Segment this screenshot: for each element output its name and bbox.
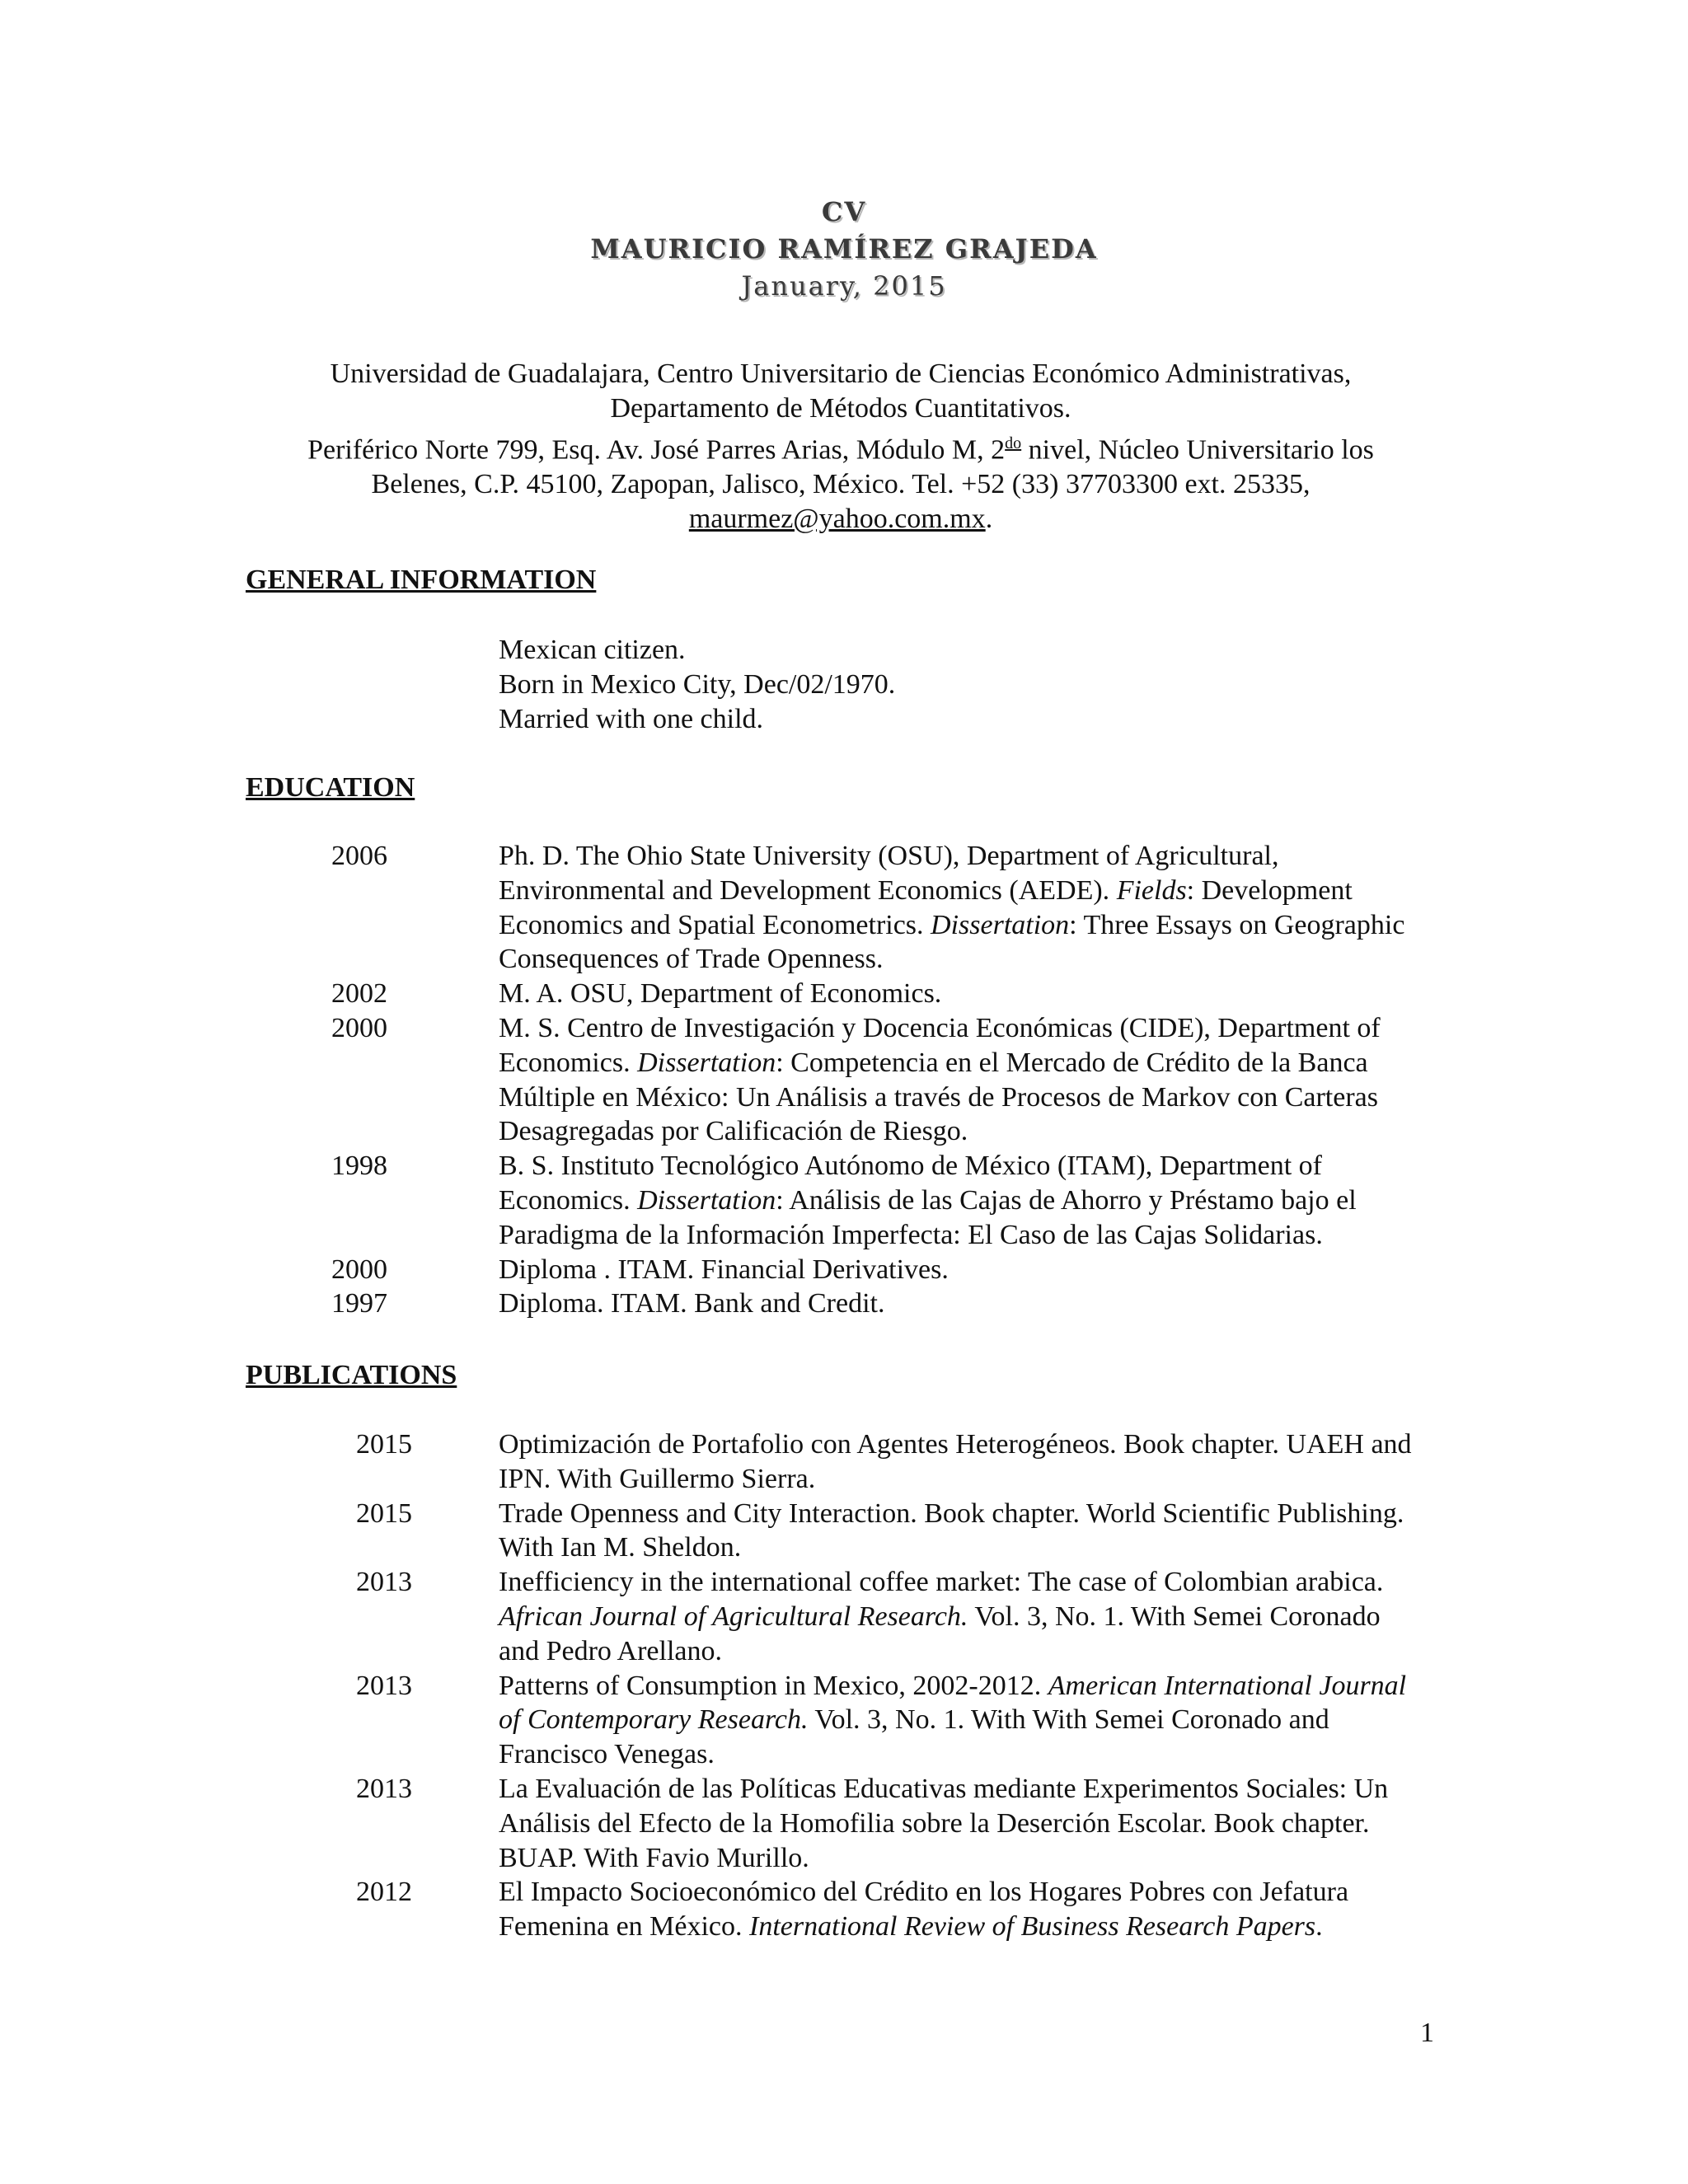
entry-text-italic: American International Journal of Contemporary Research. — [499, 1670, 1407, 1736]
cv-label: CV — [821, 196, 867, 227]
cv-header — [0, 194, 1688, 305]
entry-text-italic: Dissertation — [637, 1184, 776, 1216]
entry-text-segment: : Three Essays on Geographic Consequences of Trade Openness. — [499, 909, 1405, 975]
education-entry — [0, 1011, 1688, 1149]
entry-text-segment: Inefficiency in the international coffee market: The case of Colombian arabica. — [499, 1567, 1384, 1598]
entry-year: 2015 — [356, 1497, 412, 1529]
entry-text-segment: La Evaluación de las Políticas Educativas mediante Experimentos Sociales: Un Análisis del Efecto de la Homofilia sobre la Deserción Escolar. Book chapter. BUAP. With Favio Murillo. — [499, 1773, 1389, 1873]
publications-list — [0, 1427, 1688, 1944]
education-entry — [0, 1149, 1688, 1252]
address-line-4: Belenes, C.P. 45100, Zapopan, Jalisco, México. Tel. +52 (33) 37703300 ext. 25335, — [371, 469, 1311, 500]
education-entry — [0, 839, 1688, 977]
entry-year: 2000 — [331, 1012, 387, 1043]
entry-year: 2012 — [356, 1877, 412, 1908]
entry-text — [499, 1427, 1426, 1497]
education-entry — [0, 1286, 1688, 1321]
email-link[interactable]: maurmez@yahoo.com.mx — [688, 504, 986, 535]
entry-year: 2000 — [331, 1254, 387, 1285]
general-line: Married with one child. — [499, 704, 764, 734]
entry-text-segment: . — [1315, 1911, 1323, 1943]
page-number: 1 — [1420, 2018, 1434, 2048]
entry-text-segment: Vol. 3, No. 1. With With Semei Coronado and Francisco Venegas. — [499, 1704, 1329, 1770]
section-title-publications: PUBLICATIONS — [246, 1360, 457, 1390]
cv-date: January, 2015 — [741, 270, 947, 302]
publications-entry — [0, 1497, 1688, 1566]
entry-text-segment: B. S. Instituto Tecnológico Autónomo de México (ITAM), Department of Economics. — [499, 1151, 1322, 1216]
entry-year: 1998 — [331, 1151, 387, 1182]
entry-text-segment: Diploma. ITAM. Bank and Credit. — [499, 1288, 885, 1319]
entry-text-segment: Trade Openness and City Interaction. Book chapter. World Scientific Publishing. With Ian M. Sheldon. — [499, 1497, 1404, 1563]
entry-text — [499, 1497, 1426, 1566]
entry-text — [499, 1286, 1426, 1321]
entry-year: 2002 — [331, 978, 387, 1010]
education-entry — [0, 1253, 1688, 1287]
entry-text-italic: Dissertation — [931, 909, 1070, 940]
entry-text-segment: Ph. D. The Ohio State University (OSU), Department of Agricultural, Environmental and Development Economics (AEDE). — [499, 841, 1279, 906]
entry-year: 2013 — [356, 1567, 412, 1598]
entry-text — [499, 839, 1426, 977]
entry-text — [499, 1011, 1426, 1149]
entry-text-segment: Diploma . ITAM. Financial Derivatives. — [499, 1254, 949, 1285]
entry-text-italic: Fields — [1116, 874, 1187, 906]
publications-entry — [0, 1772, 1688, 1875]
entry-year: 2013 — [356, 1773, 412, 1804]
entry-text-segment: M. S. Centro de Investigación y Docencia Económicas (CIDE), Department of Economics. — [499, 1012, 1381, 1078]
entry-text — [499, 977, 1426, 1011]
entry-text-segment: Vol. 3, No. 1. With Semei Coronado and Pedro Arellano. — [499, 1601, 1381, 1666]
general-line: Mexican citizen. — [499, 635, 686, 665]
entry-text-segment: : Análisis de las Cajas de Ahorro y Préstamo bajo el Paradigma de la Información Imperfecta: El Caso de las Cajas Solidarias. — [499, 1184, 1357, 1250]
entry-text-italic: African Journal of Agricultural Research. — [499, 1601, 968, 1632]
section-title-education: EDUCATION — [246, 772, 415, 803]
contact-address — [231, 357, 1451, 537]
entry-year: 2006 — [331, 841, 387, 871]
entry-year: 2013 — [356, 1670, 412, 1701]
education-entry — [0, 977, 1688, 1011]
entry-text — [499, 1149, 1426, 1252]
entry-text-segment: Patterns of Consumption in Mexico, 2002-2012. — [499, 1670, 1048, 1701]
ordinal-superscript: do — [1005, 434, 1022, 452]
entry-text-italic: International Review of Business Research Papers — [749, 1911, 1316, 1943]
email-line: maurmez@yahoo.com.mx. — [688, 504, 993, 535]
entry-text-segment: M. A. OSU, Department of Economics. — [499, 978, 942, 1010]
entry-text-segment: : Development Economics and Spatial Econometrics. — [499, 874, 1353, 940]
author-name: MAURICIO RAMÍREZ GRAJEDA — [590, 233, 1098, 265]
address-line-3: Periférico Norte 799, Esq. Av. José Parres Arias, Módulo M, $2^{do}$ nivel, Núcleo Universitario los — [307, 434, 1374, 466]
general-line: Born in Mexico City, Dec/02/1970. — [499, 669, 896, 700]
publications-entry — [0, 1875, 1688, 1944]
publications-entry — [0, 1669, 1688, 1772]
entry-text — [499, 1875, 1426, 1944]
entry-text-segment: : Competencia en el Mercado de Crédito de la Banca Múltiple en México: Un Análisis a través de Procesos de Markov con Carteras Desagregadas por Calificación de Riesgo. — [499, 1047, 1378, 1147]
entry-text — [499, 1253, 1426, 1287]
general-information-list — [499, 633, 895, 737]
entry-text — [499, 1772, 1426, 1875]
entry-year: 1997 — [331, 1288, 387, 1319]
publications-entry — [0, 1565, 1688, 1668]
entry-text-segment: Optimización de Portafolio con Agentes Heterogéneos. Book chapter. UAEH and IPN. With Guillermo Sierra. — [499, 1429, 1412, 1494]
entry-text — [499, 1669, 1426, 1772]
publications-entry — [0, 1427, 1688, 1497]
address-line-1: Universidad de Guadalajara, Centro Universitario de Ciencias Económico Administrativas, — [330, 359, 1352, 389]
address-line-2: Departamento de Métodos Cuantitativos. — [610, 393, 1071, 424]
entry-text — [499, 1565, 1426, 1668]
section-title-general-information: GENERAL INFORMATION — [246, 565, 597, 595]
entry-text-segment: El Impacto Socioeconómico del Crédito en los Hogares Pobres con Jefatura Femenina en México. — [499, 1877, 1349, 1943]
entry-year: 2015 — [356, 1429, 412, 1460]
education-list — [0, 839, 1688, 1321]
entry-text-italic: Dissertation — [637, 1047, 776, 1078]
